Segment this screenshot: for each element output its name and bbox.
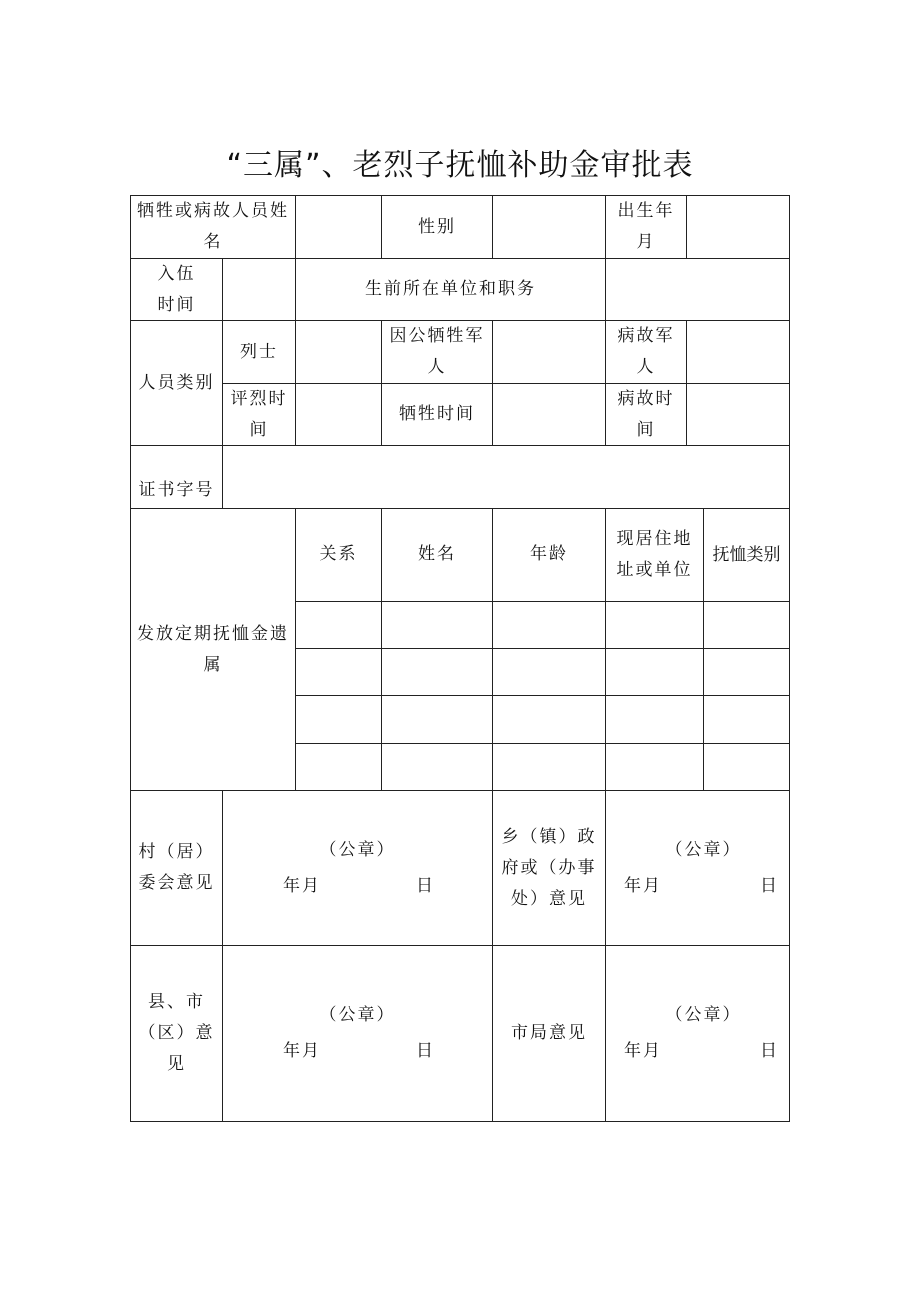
dependent-cell[interactable] [493, 744, 605, 790]
year-month-label: 年月 [624, 1041, 662, 1061]
label-enlist-time: 入伍时间 [157, 263, 196, 315]
dependent-cell[interactable] [704, 744, 789, 790]
label-village-opinion: 村（居）委会意见 [138, 842, 215, 893]
township-opinion-area[interactable] [606, 791, 789, 945]
header-pension-type: 抚恤类别 [712, 544, 781, 565]
label-public-sacrifice: 因公牺牲军人 [389, 326, 485, 377]
label-martyr-rating-time: 评烈时间 [230, 388, 288, 440]
day-label: 日 [760, 1041, 779, 1061]
seal-label: （公章） [319, 840, 396, 860]
dependent-cell[interactable] [382, 602, 492, 648]
dependent-cell[interactable] [606, 649, 703, 695]
dependent-cell[interactable] [606, 744, 703, 790]
label-sacrifice-time: 牺牲时间 [399, 404, 475, 424]
year-month-label: 年月 [283, 1041, 321, 1061]
header-name: 姓名 [418, 544, 456, 564]
header-relation: 关系 [319, 544, 358, 564]
dependent-cell[interactable] [493, 696, 605, 743]
dependent-cell[interactable] [296, 696, 381, 743]
label-gender: 性别 [418, 216, 456, 237]
day-label: 日 [416, 876, 435, 896]
year-month-label: 年月 [283, 876, 321, 896]
label-illness-time: 病故时间 [617, 388, 675, 440]
village-opinion-area[interactable] [223, 791, 492, 945]
dependent-cell[interactable] [382, 696, 492, 743]
dependent-cell[interactable] [296, 744, 381, 790]
label-city-bureau-opinion: 市局意见 [511, 1023, 587, 1043]
dependent-cell[interactable] [493, 649, 605, 695]
county-opinion-area[interactable] [223, 946, 492, 1121]
day-label: 日 [416, 1041, 435, 1061]
label-unit-position: 生前所在单位和职务 [365, 279, 536, 299]
dependent-cell[interactable] [382, 649, 492, 695]
header-age: 年龄 [530, 544, 568, 564]
illness-time-field[interactable] [687, 384, 789, 445]
label-person-type: 人员类别 [138, 372, 215, 393]
year-month-label: 年月 [624, 876, 662, 896]
dependent-cell[interactable] [296, 602, 381, 648]
dependent-cell[interactable] [296, 649, 381, 695]
public-sacrifice-field[interactable] [493, 321, 605, 383]
martyr-rating-time-field[interactable] [296, 384, 381, 445]
gender-field[interactable] [493, 196, 605, 258]
seal-label: （公章） [665, 1005, 742, 1025]
dependent-cell[interactable] [704, 602, 789, 648]
deceased-name-field[interactable] [296, 196, 381, 258]
enlist-time-field[interactable] [223, 259, 295, 320]
form-title: “三属”、老烈子抚恤补助金审批表 [226, 148, 694, 183]
label-county-opinion: 县、市（区）意见 [138, 992, 215, 1074]
header-address: 现居住地址或单位 [616, 529, 693, 580]
label-ill-soldier: 病故军人 [617, 326, 675, 377]
certificate-no-field[interactable] [223, 446, 789, 508]
dependent-cell[interactable] [704, 649, 789, 695]
seal-label: （公章） [665, 840, 742, 860]
city-bureau-opinion-area[interactable] [606, 946, 789, 1121]
ill-soldier-field[interactable] [687, 321, 789, 383]
label-martyr: 列士 [240, 341, 278, 362]
sacrifice-time-field[interactable] [493, 384, 605, 445]
dependent-cell[interactable] [382, 744, 492, 790]
day-label: 日 [760, 876, 779, 896]
label-birth: 出生年月 [617, 201, 675, 252]
label-deceased-name: 牺牲或病故人员姓名 [137, 201, 289, 252]
label-certificate-no: 证书字号 [138, 480, 215, 500]
dependent-cell[interactable] [606, 696, 703, 743]
birth-field[interactable] [687, 196, 789, 258]
dependent-cell[interactable] [493, 602, 605, 648]
seal-label: （公章） [319, 1005, 396, 1025]
dependent-cell[interactable] [606, 602, 703, 648]
unit-position-field[interactable] [606, 259, 789, 320]
dependent-cell[interactable] [704, 696, 789, 743]
label-dependents: 发放定期抚恤金遗属 [137, 623, 289, 675]
label-township-opinion: 乡（镇）政府或（办事处）意见 [501, 826, 597, 909]
martyr-field[interactable] [296, 321, 381, 383]
